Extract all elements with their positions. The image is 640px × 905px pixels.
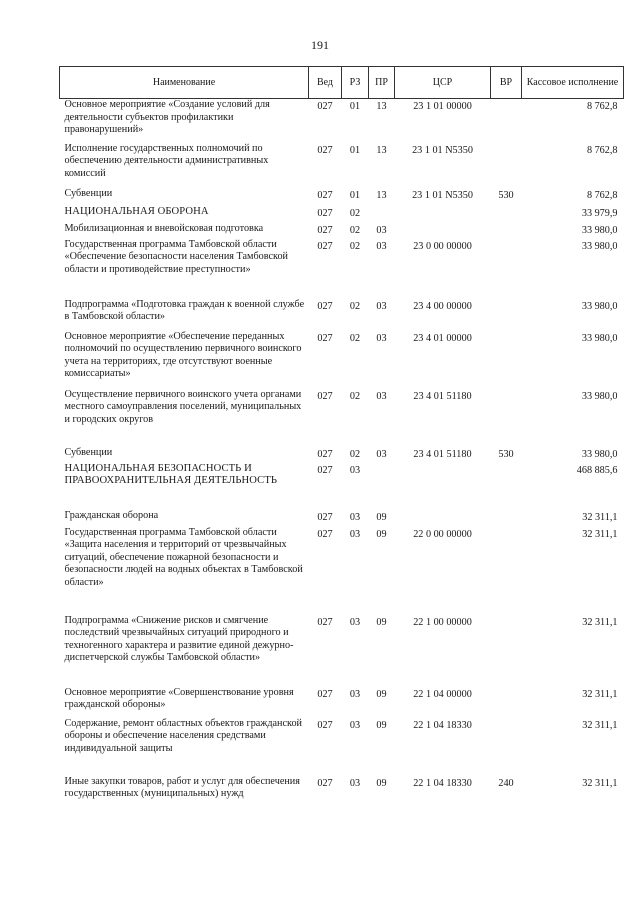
cell-rz: 02 <box>349 332 361 344</box>
header-pr: ПР <box>369 67 395 99</box>
cell-pr: 03 <box>376 390 387 402</box>
cell-vr <box>491 527 522 615</box>
cell-vr <box>491 206 522 223</box>
table-row <box>60 143 624 188</box>
cell-pr: 03 <box>376 224 387 236</box>
cell-rz: 03 <box>349 719 361 731</box>
cell-rz: 03 <box>349 616 361 628</box>
cell-rz: 02 <box>349 448 361 460</box>
cell-rz: 02 <box>349 390 361 402</box>
table-row <box>60 510 624 527</box>
header-name: Наименование <box>60 67 309 99</box>
cell-vr: 530 <box>498 189 514 201</box>
cell-rz: 01 <box>349 101 361 112</box>
cell-sum: 33 980,0 <box>581 448 618 460</box>
cell-sum: 33 980,0 <box>581 224 618 236</box>
cell-name: Гражданская оборона <box>64 509 159 521</box>
cell-sum: 8 762,8 <box>586 189 618 201</box>
cell-csr <box>395 510 491 527</box>
cell-pr: 13 <box>376 189 387 201</box>
cell-name: Основное мероприятие «Совершенствование уровня гражданской обороны» <box>64 686 294 711</box>
cell-vr <box>491 718 522 776</box>
cell-ved: 027 <box>317 101 333 112</box>
cell-ved: 027 <box>317 777 333 789</box>
cell-vr: 530 <box>498 448 514 460</box>
cell-ved: 027 <box>317 144 333 156</box>
cell-pr: 03 <box>376 300 387 312</box>
cell-csr: 23 0 00 00000 <box>413 240 472 252</box>
cell-pr: 03 <box>376 332 387 344</box>
cell-csr <box>395 223 491 239</box>
cell-ved: 027 <box>317 189 333 201</box>
cell-sum: 33 980,0 <box>581 332 618 344</box>
cell-name: НАЦИОНАЛЬНАЯ БЕЗОПАСНОСТЬ И ПРАВООХРАНИТЕЛЬНАЯ ДЕЯТЕЛЬНОСТЬ <box>64 462 278 487</box>
header-sum: Кассовое исполнение <box>522 67 624 99</box>
cell-name: Иные закупки товаров, работ и услуг для обеспечения государственных (муниципальных) нужд <box>64 775 300 800</box>
cell-csr: 23 4 01 51180 <box>413 390 472 402</box>
cell-csr: 22 0 00 00000 <box>413 528 472 540</box>
table-row <box>60 239 624 299</box>
cell-rz: 03 <box>349 511 361 523</box>
cell-sum: 468 885,6 <box>576 464 618 476</box>
cell-vr <box>491 463 522 510</box>
cell-ved: 027 <box>317 616 333 628</box>
cell-vr <box>491 615 522 687</box>
cell-pr: 03 <box>376 240 387 252</box>
cell-vr <box>491 223 522 239</box>
table-row <box>60 223 624 239</box>
cell-name: Основное мероприятие «Создание условий для деятельности субъектов профилактики правонарушений» <box>64 99 270 136</box>
cell-vr: 240 <box>498 777 514 789</box>
cell-ved: 027 <box>317 719 333 731</box>
cell-rz: 02 <box>349 300 361 312</box>
cell-pr <box>369 463 395 510</box>
cell-name: Основное мероприятие «Обеспечение переданных полномочий по осуществлению первичного воинского учета на территориях, где отсутствуют военные комиссариаты» <box>64 330 302 380</box>
cell-name: Подпрограмма «Снижение рисков и смягчение последствий чрезвычайных ситуаций природного и техногенного характера и развитие единой дежурно-диспетчерской службы Тамбовской области» <box>64 614 294 664</box>
cell-name: Субвенции <box>64 187 113 199</box>
cell-csr: 23 1 01 N5350 <box>412 144 473 156</box>
cell-ved: 027 <box>317 688 333 700</box>
cell-name: Подпрограмма «Подготовка граждан к военной службе в Тамбовской области» <box>64 298 305 323</box>
cell-pr: 03 <box>376 448 387 460</box>
cell-rz: 02 <box>349 240 361 252</box>
cell-csr: 23 4 01 00000 <box>413 332 472 344</box>
cell-ved: 027 <box>317 511 333 523</box>
cell-name: Мобилизационная и вневойсковая подготовка <box>64 222 264 234</box>
cell-name: НАЦИОНАЛЬНАЯ ОБОРОНА <box>64 205 209 217</box>
cell-pr: 09 <box>376 719 387 731</box>
cell-sum: 32 311,1 <box>582 777 618 789</box>
cell-rz: 02 <box>349 207 361 219</box>
cell-sum: 33 980,0 <box>581 300 618 312</box>
cell-vr <box>491 510 522 527</box>
cell-ved: 027 <box>317 448 333 460</box>
table-row <box>60 299 624 331</box>
cell-csr: 22 1 04 00000 <box>413 688 472 700</box>
cell-name: Субвенции <box>64 446 113 458</box>
cell-ved: 027 <box>317 207 333 219</box>
cell-sum: 33 980,0 <box>581 390 618 402</box>
cell-pr: 09 <box>376 777 387 789</box>
cell-sum: 32 311,1 <box>582 688 618 700</box>
cell-pr <box>369 206 395 223</box>
cell-name: Содержание, ремонт областных объектов гражданской обороны и обеспечение населения средствами индивидуальной защиты <box>64 717 303 754</box>
cell-csr <box>395 463 491 510</box>
table-header <box>60 67 624 99</box>
cell-rz: 01 <box>349 144 361 156</box>
cell-sum: 33 980,0 <box>581 240 618 252</box>
table-row <box>60 718 624 776</box>
cell-sum: 32 311,1 <box>582 528 618 540</box>
cell-rz: 03 <box>349 528 361 540</box>
table-row <box>60 776 624 824</box>
cell-ved: 027 <box>317 240 333 252</box>
cell-ved: 027 <box>317 332 333 344</box>
cell-csr <box>395 206 491 223</box>
cell-sum: 8 762,8 <box>586 144 618 156</box>
cell-sum: 32 311,1 <box>582 616 618 628</box>
cell-sum: 8 762,8 <box>586 101 618 112</box>
cell-sum: 33 979,9 <box>581 207 618 219</box>
cell-name: Осуществление первичного воинского учета органами местного самоуправления поселений, муниципальных и городских округов <box>64 388 302 425</box>
table-row <box>60 615 624 687</box>
table-row <box>60 527 624 615</box>
header-rz: РЗ <box>342 67 369 99</box>
table-row <box>60 463 624 510</box>
cell-name: Государственная программа Тамбовской области «Защита населения и территорий от чрезвычайных ситуаций, обеспечение пожарной безопасности и безопасности людей на водных объектах в Тамбовской области» <box>64 526 303 588</box>
cell-sum: 32 311,1 <box>582 511 618 523</box>
cell-ved: 027 <box>317 528 333 540</box>
cell-vr <box>491 299 522 331</box>
header-vr: ВР <box>491 67 522 99</box>
cell-sum: 32 311,1 <box>582 719 618 731</box>
cell-pr: 09 <box>376 688 387 700</box>
cell-vr <box>491 239 522 299</box>
cell-vr <box>491 389 522 447</box>
cell-rz: 01 <box>349 189 361 201</box>
cell-csr: 23 1 01 N5350 <box>412 189 473 201</box>
table-row <box>60 206 624 223</box>
cell-pr: 13 <box>376 101 387 112</box>
cell-pr: 09 <box>376 616 387 628</box>
cell-rz: 03 <box>349 777 361 789</box>
cell-ved: 027 <box>317 464 333 476</box>
cell-rz: 03 <box>349 688 361 700</box>
cell-pr: 09 <box>376 511 387 523</box>
cell-ved: 027 <box>317 300 333 312</box>
cell-ved: 027 <box>317 390 333 402</box>
cell-csr: 23 4 01 51180 <box>413 448 472 460</box>
table-row <box>60 188 624 206</box>
cell-vr <box>491 143 522 188</box>
cell-rz: 02 <box>349 224 361 236</box>
table-body <box>60 99 624 824</box>
header-csr: ЦСР <box>395 67 491 99</box>
cell-vr <box>491 331 522 389</box>
cell-pr: 09 <box>376 528 387 540</box>
table-row <box>60 687 624 718</box>
budget-table <box>59 66 624 824</box>
cell-vr <box>491 687 522 718</box>
cell-vr <box>491 99 522 143</box>
table-row <box>60 331 624 389</box>
cell-csr: 22 1 00 00000 <box>413 616 472 628</box>
cell-name: Государственная программа Тамбовской области «Обеспечение безопасности населения Тамбовской области и противодействие преступности» <box>64 238 289 275</box>
cell-rz: 03 <box>349 464 361 476</box>
table-row <box>60 99 624 143</box>
page-number: 191 <box>311 38 329 52</box>
table-row <box>60 447 624 463</box>
cell-csr: 22 1 04 18330 <box>413 719 472 731</box>
table-row <box>60 389 624 447</box>
cell-name: Исполнение государственных полномочий по обеспечению деятельности административных комиссий <box>64 142 269 179</box>
cell-csr: 23 4 00 00000 <box>413 300 472 312</box>
header-ved: Вед <box>309 67 342 99</box>
cell-csr: 22 1 04 18330 <box>413 777 472 789</box>
cell-csr: 23 1 01 00000 <box>413 101 472 112</box>
cell-pr: 13 <box>376 144 387 156</box>
cell-ved: 027 <box>317 224 333 236</box>
